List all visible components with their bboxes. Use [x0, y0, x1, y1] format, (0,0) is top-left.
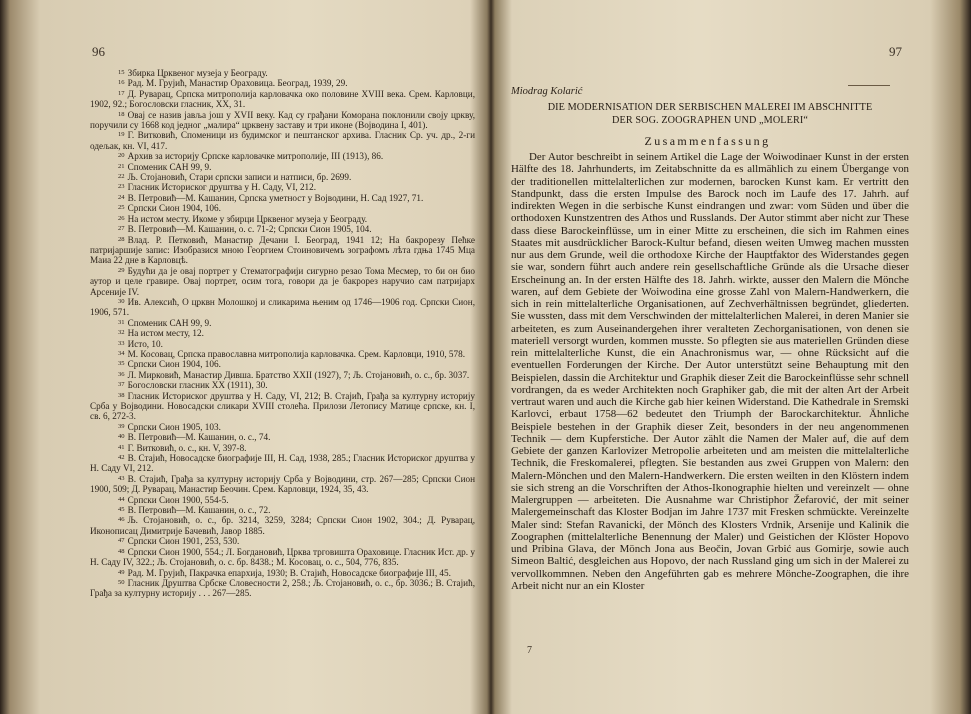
footnote-number: 17 — [118, 89, 125, 97]
footnote-number: 36 — [118, 370, 125, 378]
footnote-text: Српски Сион 1901, 253, 530. — [127, 536, 240, 547]
footnote-text: Рад. М. Грујић, Пакрачка епархија, 1930; В. Стајић, Новосадске биографије III, 45. — [127, 567, 451, 578]
footnote-number: 41 — [118, 443, 125, 451]
footnote-text: Г. Витковић, о. с., кн. V, 397-8. — [127, 442, 247, 453]
footnote — [90, 318, 475, 328]
footnote-text: Збирка Црквеног музеја у Београду. — [127, 68, 268, 78]
page-number-right: 97 — [889, 44, 902, 59]
footnote-number: 30 — [118, 297, 125, 305]
footnote-number: 27 — [118, 225, 125, 233]
footnote-number: 43 — [118, 474, 125, 482]
title-line: DER SOG. ZOOGRAPHEN UND „MOLERI“ — [612, 114, 808, 126]
footnote-text: В. Стајић, Новосадске биографије III, Н. Сад, 1938, 285.; Гласник Историског друштва у Н. Саду VI, 212. — [90, 453, 475, 474]
footnote-text: В. Стајић, Грађа за културну историју Срба у Војводини, стр. 267—285; Српски Сион 1900, 509; Д. Руварац, Манастир Беочин. Срем. Карловци, 1924, 35, 43. — [90, 473, 475, 495]
footnote — [90, 536, 475, 546]
footnote-text: Гласник Историског друштва у Н. Саду, VI, 212. — [127, 182, 317, 193]
footnote — [90, 339, 475, 349]
footnote-text: Љ. Стојановић, о. с., бр. 3214, 3259, 3284; Српски Сион 1902, 304.; Д. Руварац, Иконописац Димитрије Бачевић, Јавор 1885. — [90, 515, 475, 536]
footnote — [90, 130, 475, 151]
footnote — [90, 162, 475, 172]
footnote — [90, 349, 475, 359]
footnote-text: Споменик САН 99, 9. — [127, 161, 212, 172]
summary-text: Der Autor beschreibt in seinem Artikel die Lage der Woiwodinaer Kunst in der ersten Hälfte des 18. Jahrhunderts, im Zeitabschnitte da es allmählich zu einem Übergange von der traditionellen mittelalterlichen zur modernen, barocken Kunst kam. Er vertritt den Standpunkt, dass die ersten Impulse des Barock noch im Laufe des 17. Jahrh. auf indirekten Wegen in die serbische Kunst eindrangen und zwar: vom Süden und über die orthodoxen Kunstzentren des Athos und Russlands. Der Autor stimmt aber nicht zur These dass diese Barockeinflüsse, um in einer Mitte zu erscheinen, die sich im Rahmen eines Staates mit ausdrücklicher Barock-Kultur befand, diesen weiten Umweg machen mussten nur aus dem Grunde, weil die orthodoxe Kirche der Hauptfaktor des Widerstandes gegen sie war, sondern führt auch andere rein gesellschaftliche Gründe als die Ursache dieser Erscheinung an. In der ersten Hälfte des 18. Jahrh. wirkte, ausser den Malern die Mönche waren, auf dem Gebiete der Woiwodina eine grosse Zahl von Malern-Handwerkern, die sich in rein mittelalterliche Organisationen, auf Zechverhältnissen begründet, gliederten. Sie wussten, dass mit dem Verschwinden der mittelalterlichen Malerei, in deren Manier sie arbeiteten, es zum Auseinandergehen ihrer veralteten Zechorganisationen, von denen sie materiell versorgt wurden, kommen musste. So pflegten sie aus materiellen Gründen diese rein mittelalterliche Kunst, die ein Anachronismus war, — ohne Rücksicht auf die eventuellen Forderungen der Kirche. Der Autor unterstützt seine Behauptung mit den Beispielen, dassin die Architektur und Graphik dieser Zeit die Barockeinflüsse sehr schnell vordrangen, da es weder Architekten noch Graphiker gab, die mit der alten Art der Arbeit vertraut waren und auch die Kirche gab hier keinen Widerstand. Die Kathedrale in Sremski Karlovci, erbaut 1758—62 bedeutet den Triumph der Barockarchitektur. Ähnliche Beispiele bestehen in der Graphik dieser Zeit, besonders in der neu angenommenen Technik — dem Kupferstiche. Der Autor zählt die Namen der Maler auf, die auf dem Gebiete der ganzen Karlovizer Metropolie arbeiteten und am meisten die mittelalterliche Technik, die Freskomalerei, pflegten. Sie bestanden aus zwei Gruppen von Malern: den Malern-Mönchen und den Malern-Handwerkern. Die ersten weilten in den Klöstern indem sie sich streng an die Vorschriften der Athos-Ikonographie hielten und vereinzelt — ohne Malergruppen — arbeiteten. Die Ausnahme war Christiphor Žefarović, der mit seiner Malergemeinschaft das Kloster Bodjan im Jahre 1737 mit Fresken schmückte. Vereinzelte Maler sind: Stefan Ravanicki, der Mönch des Klosters Vrdnik, Arsenije und Kalinik die Zoographen (mittelalterliche Benennung der Maler) und Geistichen der Klöster Hopovo und Pribina Glava, der Mönch Jona aus Beočin, Jovan Grbić aus Gomirje, sowie auch Simeon Baltić, desgleichen aus Hopovo, der nach Russland ging um sich in der Malerei zu vervollkommnen. Neben den Angeführten gab es mehrere Mönche-Zoographen, die ihre Arbeit nicht nur an ein Kloster — [511, 151, 909, 592]
footnote-number: 32 — [118, 329, 125, 337]
footnote — [90, 193, 475, 203]
footnote-number: 38 — [118, 391, 125, 399]
footnote-number: 16 — [118, 79, 125, 87]
footnote — [90, 568, 475, 578]
footnote-text: Архив за историју Српске карловачке митрополије, III (1913), 86. — [127, 151, 384, 162]
footnote — [90, 151, 475, 161]
footnote-number: 44 — [118, 495, 125, 503]
footnote-text: В. Петровић—М. Кашанин, о. с. 71-2; Српски Сион 1905, 104. — [127, 224, 372, 235]
footnote — [90, 505, 475, 515]
footnote-number: 33 — [118, 339, 125, 347]
footnote — [90, 391, 475, 422]
footnote-text: Српски Сион 1904, 106. — [127, 359, 221, 370]
footnote — [90, 474, 475, 495]
footnote — [90, 224, 475, 234]
footnote — [90, 297, 475, 318]
footnote-text: Ив. Алексић, О црквн Молошкој и сликарима њеним од 1746—1906 год. Српски Сион, 1906, 571. — [90, 296, 475, 318]
footnote-number: 24 — [118, 193, 125, 201]
footnote — [90, 515, 475, 536]
footnote-number: 49 — [118, 568, 125, 576]
footnote — [90, 89, 475, 110]
signature-number: 7 — [527, 645, 532, 656]
footnote — [90, 182, 475, 192]
footnote — [90, 359, 475, 369]
footnote-number: 45 — [118, 506, 125, 514]
footnote-text: Будући да је овај портрет у Стематографији сигурно резао Тома Месмер, то би он био аутор и целе гравире. Овај портрет, осим тога, говори да је бакрорез наручио сам патријарх Арсеније IV. — [90, 265, 475, 297]
footnote — [90, 172, 475, 182]
footnote — [90, 328, 475, 338]
footnote-number: 48 — [118, 547, 125, 555]
page-number-left: 96 — [92, 44, 105, 59]
footnote-number: 15 — [118, 69, 125, 76]
footnote-text: Д. Руварац, Српска митрополија карловачка око половине XVIII века. Срем. Карловци, 1902, 92.; Богословски гласник, XX, 31. — [90, 88, 475, 110]
footnote-text: Српски Сион 1900, 554-5. — [127, 494, 229, 505]
footnote-number: 26 — [118, 214, 125, 222]
title-line: DIE MODERNISATION DER SERBISCHEN MALEREI IM ABSCHNITTE — [547, 102, 873, 113]
footnote — [90, 432, 475, 442]
footnote-number: 46 — [118, 516, 125, 524]
footnote — [90, 380, 475, 390]
footnote-number: 50 — [118, 578, 125, 586]
footnote-number: 19 — [118, 131, 125, 139]
footnote-text: Српски Сион 1900, 554.; Л. Богдановић, Црква трговишта Ораховице. Гласник Ист. др. у Н. Саду IV, 322.; Љ. Стојановић, о. с. бр. 8438.; М. Косовац, о. с., 504, 776, 835. — [90, 546, 475, 568]
footnote — [90, 370, 475, 380]
footnote-number: 22 — [118, 173, 125, 181]
footnote-text: Љ. Стојановић, Стари српски записи и натписи, бр. 2699. — [127, 172, 352, 183]
footnote-text: Исто, 10. — [127, 338, 163, 349]
footnote-text: На истом месту. Икоме у збирци Црквеног музеја у Београду. — [127, 213, 368, 224]
header-rule — [848, 85, 890, 86]
article-title — [535, 102, 885, 127]
footnote-text: В. Петровић—М. Кашанин, о. с., 72. — [127, 505, 271, 516]
footnote-text: Богословски гласник XX (1911), 30. — [127, 380, 268, 391]
footnote-text: В. Петровић—М. Кашанин, Српска уметност у Војводини, Н. Сад 1927, 71. — [127, 192, 424, 203]
footnote-number: 25 — [118, 204, 125, 212]
footnote — [90, 203, 475, 213]
footnote — [90, 214, 475, 224]
left-page — [70, 0, 475, 714]
footnote-number: 29 — [118, 266, 125, 274]
footnote-text: Овај се назив јавља још у XVII веку. Кад су грађани Коморана поклонили своју цркву, поручили су 1668 код једног „малира“ црквену заставу и три иконе (Војводина I, 401). — [90, 109, 475, 131]
footnote-number: 20 — [118, 152, 125, 160]
footnote-text: В. Петровић—М. Кашанин, о. с., 74. — [127, 432, 271, 443]
right-page — [505, 0, 910, 714]
footnote-number: 28 — [118, 235, 125, 243]
footnote-number: 37 — [118, 381, 125, 389]
footnote — [90, 453, 475, 474]
footnote-text: М. Косовац, Српска православна митрополија карловачка. Срем. Карловци, 1910, 578. — [127, 348, 466, 359]
footnote-number: 34 — [118, 349, 125, 357]
footnote — [90, 495, 475, 505]
footnote-number: 39 — [118, 422, 125, 430]
footnote — [90, 78, 475, 88]
footnote-number: 31 — [118, 318, 125, 326]
footnote-text: Споменик САН 99, 9. — [127, 317, 212, 328]
footnote-number: 35 — [118, 360, 125, 368]
footnote-text: Гласник Друштва Србске Словесности 2, 258.; Љ. Стојановић, о. с., бр. 3036.; В. Стајић, Грађа за културну историју . . . 267—285. — [90, 577, 475, 599]
author-name: Miodrag Kolarić — [511, 86, 583, 97]
footnote-text: Гласник Историског друштва у Н. Саду, VI, 212; В. Стајић, Грађа за културну историју Срба у Војводини. Новосадски сликари XVIII столећа. Прилози Летопису Матице српске, кн. I, св. 6, 272-3. — [90, 390, 475, 422]
footnote-text: На истом месту, 12. — [127, 328, 204, 339]
footnote-number: 18 — [118, 110, 125, 118]
footnote-list — [90, 68, 475, 599]
footnote-number: 21 — [118, 162, 125, 170]
footnote-number: 23 — [118, 183, 125, 191]
footnote-text: Л. Мирковић, Манастир Дивша. Братство XXII (1927), 7; Љ. Стојановић, о. с., бр. 3037. — [127, 369, 470, 380]
footnote — [90, 422, 475, 432]
section-heading: Zusammenfassung — [644, 134, 771, 148]
footnote-number: 40 — [118, 433, 125, 441]
footnote-text: Српски Сион 1905, 103. — [127, 421, 221, 432]
footnote — [90, 266, 475, 297]
footnote-number: 47 — [118, 537, 125, 545]
footnote — [90, 110, 475, 131]
footnote-text: Рад. М. Грујић, Манастир Ораховица. Београд, 1939, 29. — [127, 78, 348, 89]
footnote-number: 42 — [118, 454, 125, 462]
footnote-text: Српски Сион 1904, 106. — [127, 203, 221, 214]
footnote — [90, 443, 475, 453]
footnote-text: Влад. Р. Петковић, Манастир Дечани I. Београд, 1941 12; На бакрорезу Пећке патријаршије запис: Изобразися мною Георгием Стоиновичемъ зографомъ лѣта гдња 1745 Мца Маиа 22 дне в Карловцѣ. — [90, 234, 475, 266]
footnote-text: Г. Витковић, Споменици из будимског и пештанског архива. Гласник Ср. уч. др., 2-ги одељак, кн. VI, 417. — [90, 130, 475, 151]
footnote — [90, 547, 475, 568]
footnote — [90, 578, 475, 599]
footnote — [90, 235, 475, 266]
footnote — [90, 68, 475, 78]
